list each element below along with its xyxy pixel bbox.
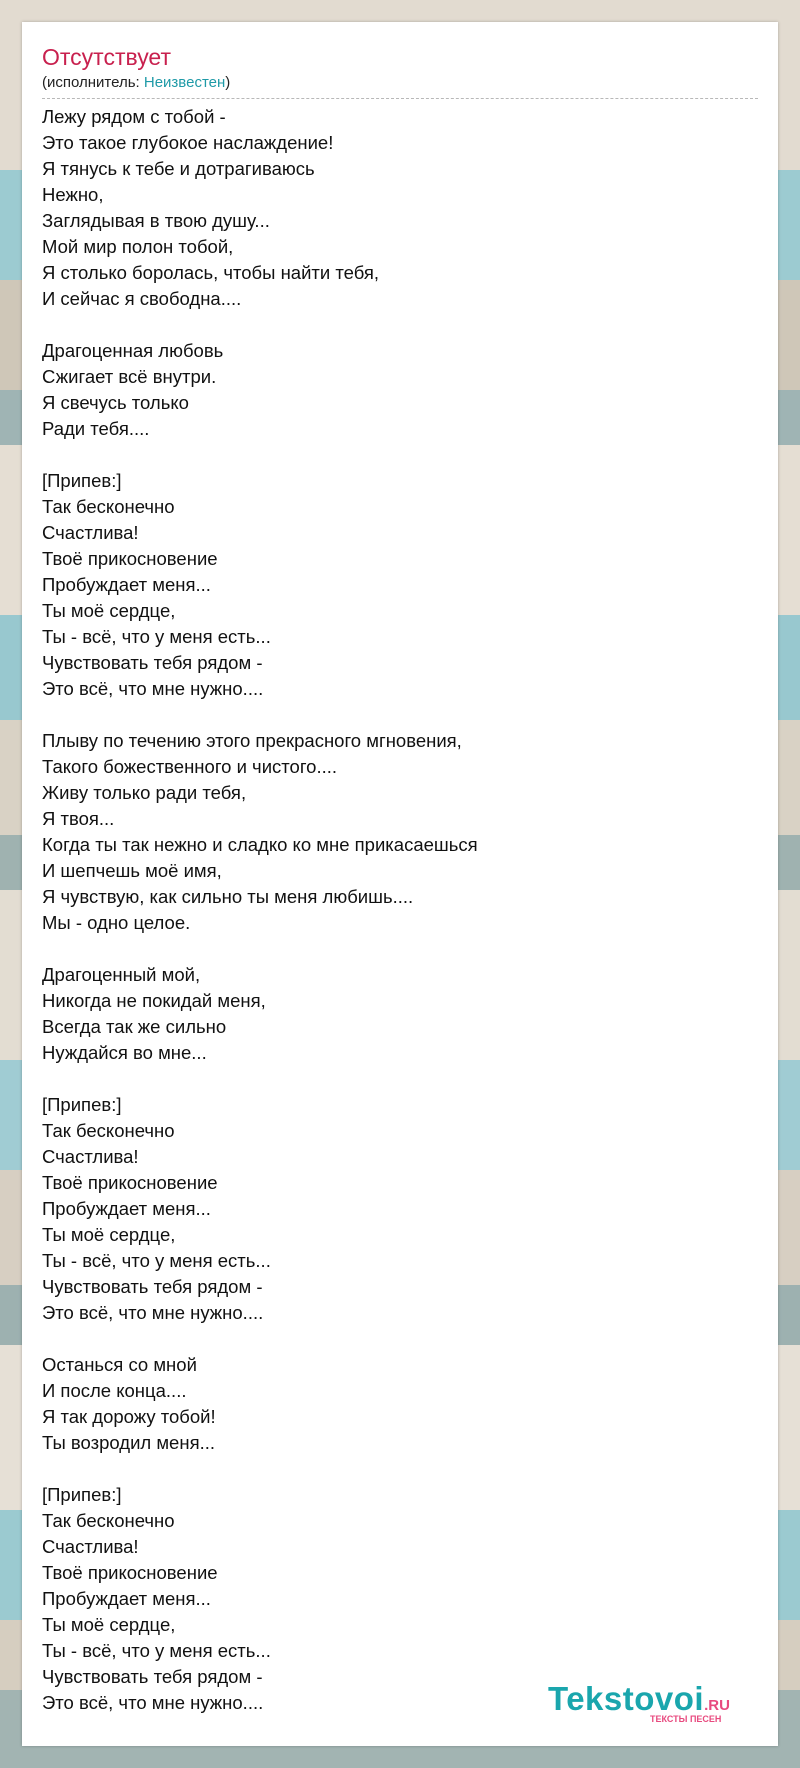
- lyrics-line: Мы - одно целое.: [42, 912, 191, 933]
- lyrics-line: Такого божественного и чистого....: [42, 756, 338, 777]
- lyrics-line: Ты - всё, что у меня есть...: [42, 1250, 271, 1271]
- lyrics-line: Пробуждает меня...: [42, 1198, 211, 1219]
- lyrics-line: Ты - всё, что у меня есть...: [42, 1640, 271, 1661]
- lyrics-text: [42, 104, 758, 1716]
- lyrics-line: Останься со мной: [42, 1354, 197, 1375]
- lyrics-line: И сейчас я свободна....: [42, 288, 242, 309]
- lyrics-line: Это такое глубокое наслаждение!: [42, 132, 334, 153]
- lyrics-line: Драгоценный мой,: [42, 964, 201, 985]
- lyrics-line: Так бесконечно: [42, 1120, 175, 1141]
- lyrics-line: Заглядывая в твою душу...: [42, 210, 270, 231]
- song-title: Отсутствует: [42, 44, 171, 70]
- lyrics-line: Сжигает всё внутри.: [42, 366, 217, 387]
- lyrics-line: Так бесконечно: [42, 1510, 175, 1531]
- lyrics-line: Счастлива!: [42, 1536, 139, 1557]
- lyrics-line: Живу только ради тебя,: [42, 782, 247, 803]
- lyrics-line: Ты моё сердце,: [42, 1614, 176, 1635]
- lyrics-line: Я так дорожу тобой!: [42, 1406, 216, 1427]
- lyrics-card: [22, 22, 778, 1746]
- lyrics-line: Это всё, что мне нужно....: [42, 1302, 264, 1323]
- song-header: [42, 42, 758, 99]
- logo-tagline: ТЕКСТЫ ПЕСЕН: [650, 1714, 722, 1724]
- artist-line: [42, 74, 758, 92]
- lyrics-line: Ты возродил меня...: [42, 1432, 216, 1453]
- lyrics-line: Мой мир полон тобой,: [42, 236, 234, 257]
- lyrics-line: И шепчешь моё имя,: [42, 860, 222, 881]
- lyrics-line: Чувствовать тебя рядом -: [42, 1276, 263, 1297]
- lyrics-line: Нуждайся во мне...: [42, 1042, 207, 1063]
- artist-link[interactable]: Неизвестен: [143, 74, 226, 91]
- lyrics-blank-line: [42, 442, 758, 468]
- lyrics-line: Так бесконечно: [42, 496, 175, 517]
- logo-main-text: Tekstovoi: [548, 1680, 705, 1717]
- lyrics-line: Счастлива!: [42, 522, 139, 543]
- lyrics-line: Твоё прикосновение: [42, 548, 218, 569]
- lyrics-line: Драгоценная любовь: [42, 340, 224, 361]
- lyrics-line: Чувствовать тебя рядом -: [42, 1666, 263, 1687]
- lyrics-line: Я столько боролась, чтобы найти тебя,: [42, 262, 380, 283]
- lyrics-line: Я твоя...: [42, 808, 115, 829]
- lyrics-line: Ты моё сердце,: [42, 1224, 176, 1245]
- artist-suffix: ): [225, 74, 231, 91]
- lyrics-line: [Припев:]: [42, 1094, 122, 1115]
- lyrics-blank-line: [42, 936, 758, 962]
- lyrics-line: Это всё, что мне нужно....: [42, 1692, 264, 1713]
- lyrics-blank-line: [42, 1066, 758, 1092]
- lyrics-line: Счастлива!: [42, 1146, 139, 1167]
- artist-prefix: (исполнитель:: [42, 74, 144, 91]
- lyrics-line: Ты моё сердце,: [42, 600, 176, 621]
- lyrics-line: [Припев:]: [42, 470, 122, 491]
- lyrics-blank-line: [42, 1326, 758, 1352]
- lyrics-line: Когда ты так нежно и сладко ко мне прикасаешься: [42, 834, 478, 855]
- lyrics-line: Чувствовать тебя рядом -: [42, 652, 263, 673]
- lyrics-blank-line: [42, 1456, 758, 1482]
- lyrics-line: Никогда не покидай меня,: [42, 990, 266, 1011]
- lyrics-line: Лежу рядом с тобой -: [42, 106, 226, 127]
- lyrics-line: Пробуждает меня...: [42, 1588, 211, 1609]
- lyrics-line: Ты - всё, что у меня есть...: [42, 626, 271, 647]
- lyrics-line: Я чувствую, как сильно ты меня любишь....: [42, 886, 414, 907]
- lyrics-line: Всегда так же сильно: [42, 1016, 227, 1037]
- lyrics-line: Ради тебя....: [42, 418, 150, 439]
- site-logo[interactable]: [548, 1682, 758, 1722]
- lyrics-line: Нежно,: [42, 184, 104, 205]
- logo-tld: .RU: [704, 1697, 730, 1714]
- lyrics-line: Твоё прикосновение: [42, 1562, 218, 1583]
- lyrics-blank-line: [42, 312, 758, 338]
- lyrics-blank-line: [42, 702, 758, 728]
- lyrics-line: Я тянусь к тебе и дотрагиваюсь: [42, 158, 315, 179]
- lyrics-line: Пробуждает меня...: [42, 574, 211, 595]
- lyrics-line: Плыву по течению этого прекрасного мгновения,: [42, 730, 462, 751]
- lyrics-line: И после конца....: [42, 1380, 187, 1401]
- lyrics-line: Твоё прикосновение: [42, 1172, 218, 1193]
- lyrics-line: [Припев:]: [42, 1484, 122, 1505]
- lyrics-line: Я свечусь только: [42, 392, 189, 413]
- lyrics-line: Это всё, что мне нужно....: [42, 678, 264, 699]
